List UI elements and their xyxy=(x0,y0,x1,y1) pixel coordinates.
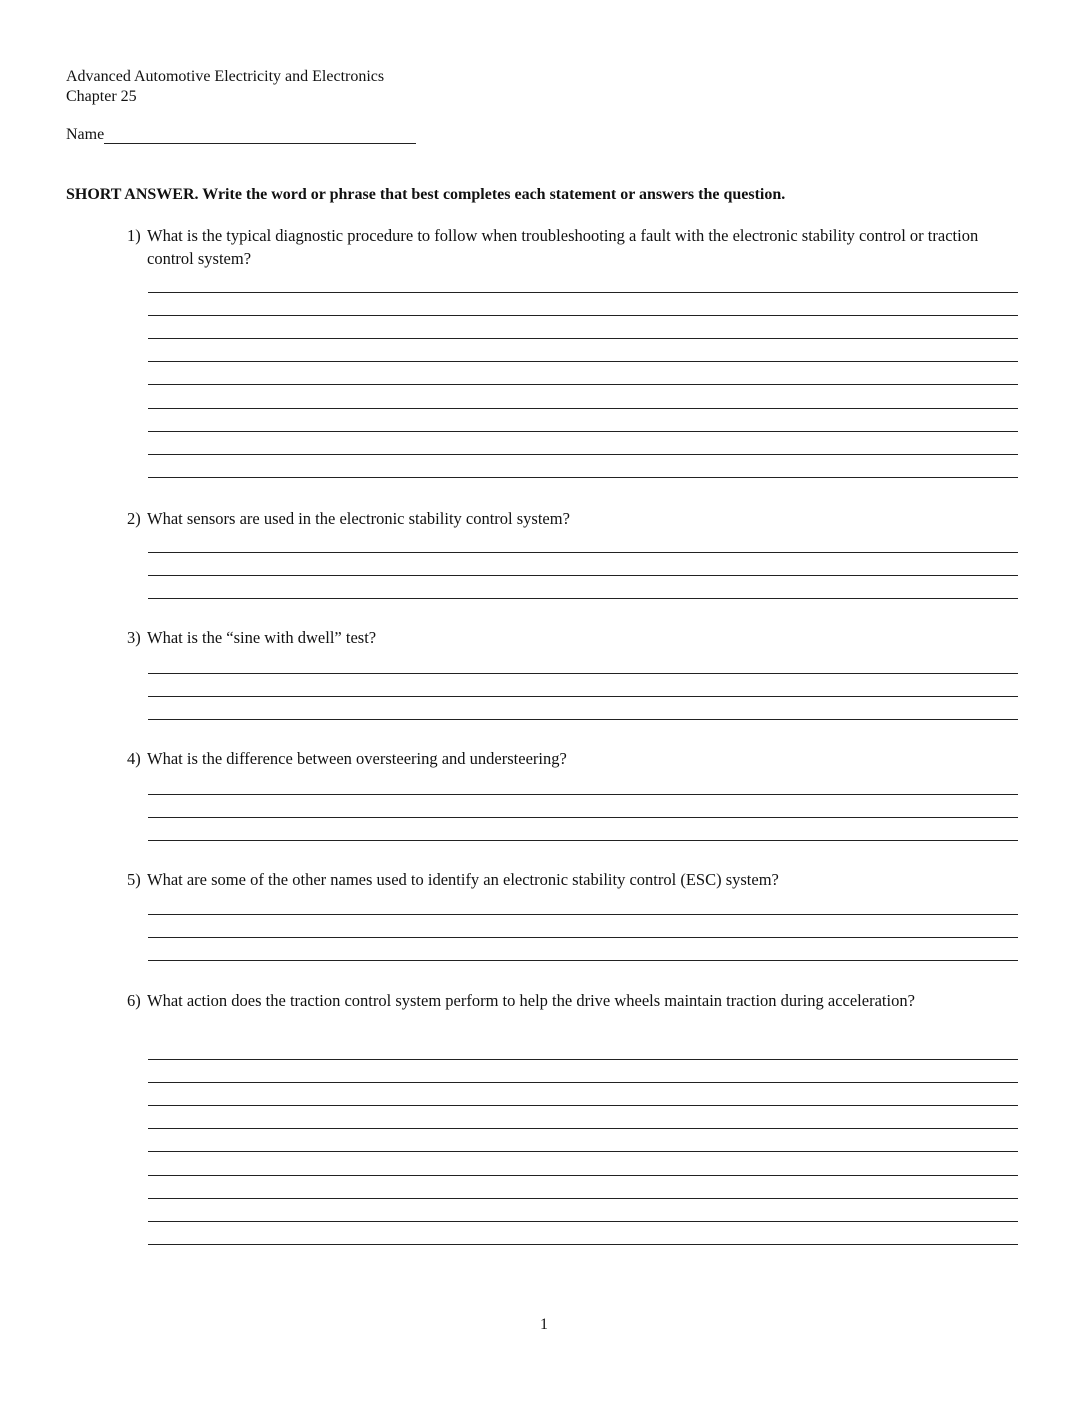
course-title: Advanced Automotive Electricity and Electronics xyxy=(66,68,385,85)
section-instructions: SHORT ANSWER. Write the word or phrase that best completes each statement or answers the question. xyxy=(66,186,786,203)
answer-lines-5[interactable] xyxy=(148,914,1018,962)
question-number: 6) xyxy=(127,991,141,1010)
answer-line[interactable] xyxy=(148,1128,1018,1129)
answer-line[interactable] xyxy=(148,338,1018,339)
answer-lines-6[interactable] xyxy=(148,1059,1018,1246)
question-2 xyxy=(127,507,1017,530)
question-text: What action does the traction control system perform to help the drive wheels maintain traction during acceleration? xyxy=(147,991,915,1010)
answer-line[interactable] xyxy=(148,454,1018,455)
question-text: What is the “sine with dwell” test? xyxy=(147,628,377,647)
chapter-label: Chapter 25 xyxy=(66,88,137,105)
answer-line[interactable] xyxy=(148,1244,1018,1245)
question-number: 3) xyxy=(127,628,141,647)
question-4 xyxy=(127,747,1017,770)
question-text: What is the typical diagnostic procedure to follow when troubleshooting a fault with the electronic stability control or traction control system? xyxy=(147,226,979,268)
answer-line[interactable] xyxy=(148,1151,1018,1152)
answer-line[interactable] xyxy=(148,552,1018,553)
name-field xyxy=(66,125,416,144)
answer-line[interactable] xyxy=(148,575,1018,576)
question-3 xyxy=(127,626,1017,649)
question-6 xyxy=(127,989,1017,1012)
answer-line[interactable] xyxy=(148,673,1018,674)
question-text: What sensors are used in the electronic stability control system? xyxy=(147,509,570,528)
answer-line[interactable] xyxy=(148,1059,1018,1060)
answer-line[interactable] xyxy=(148,719,1018,720)
answer-line[interactable] xyxy=(148,292,1018,293)
answer-line[interactable] xyxy=(148,408,1018,409)
answer-line[interactable] xyxy=(148,477,1018,478)
question-text: What is the difference between oversteering and understeering? xyxy=(147,749,567,768)
answer-line[interactable] xyxy=(148,914,1018,915)
question-text: What are some of the other names used to identify an electronic stability control (ESC) system? xyxy=(147,870,779,889)
answer-line[interactable] xyxy=(148,361,1018,362)
question-1 xyxy=(127,224,1017,270)
answer-line[interactable] xyxy=(148,1221,1018,1222)
answer-line[interactable] xyxy=(148,1175,1018,1176)
question-number: 2) xyxy=(127,509,141,528)
answer-line[interactable] xyxy=(148,384,1018,385)
answer-line[interactable] xyxy=(148,1082,1018,1083)
answer-line[interactable] xyxy=(148,315,1018,316)
question-number: 4) xyxy=(127,749,141,768)
answer-line[interactable] xyxy=(148,840,1018,841)
answer-line[interactable] xyxy=(148,598,1018,599)
question-5 xyxy=(127,868,1017,891)
answer-lines-1[interactable] xyxy=(148,292,1018,479)
question-number: 5) xyxy=(127,870,141,889)
answer-line[interactable] xyxy=(148,696,1018,697)
question-number: 1) xyxy=(127,226,141,245)
answer-lines-4[interactable] xyxy=(148,794,1018,842)
name-label: Name xyxy=(66,126,105,143)
answer-lines-2[interactable] xyxy=(148,552,1018,600)
answer-lines-3[interactable] xyxy=(148,673,1018,721)
answer-line[interactable] xyxy=(148,1198,1018,1199)
answer-line[interactable] xyxy=(148,817,1018,818)
answer-line[interactable] xyxy=(148,431,1018,432)
answer-line[interactable] xyxy=(148,1105,1018,1106)
answer-line[interactable] xyxy=(148,937,1018,938)
answer-line[interactable] xyxy=(148,960,1018,961)
answer-line[interactable] xyxy=(148,794,1018,795)
page-number: 1 xyxy=(540,1316,548,1333)
name-blank-line[interactable] xyxy=(104,125,416,144)
